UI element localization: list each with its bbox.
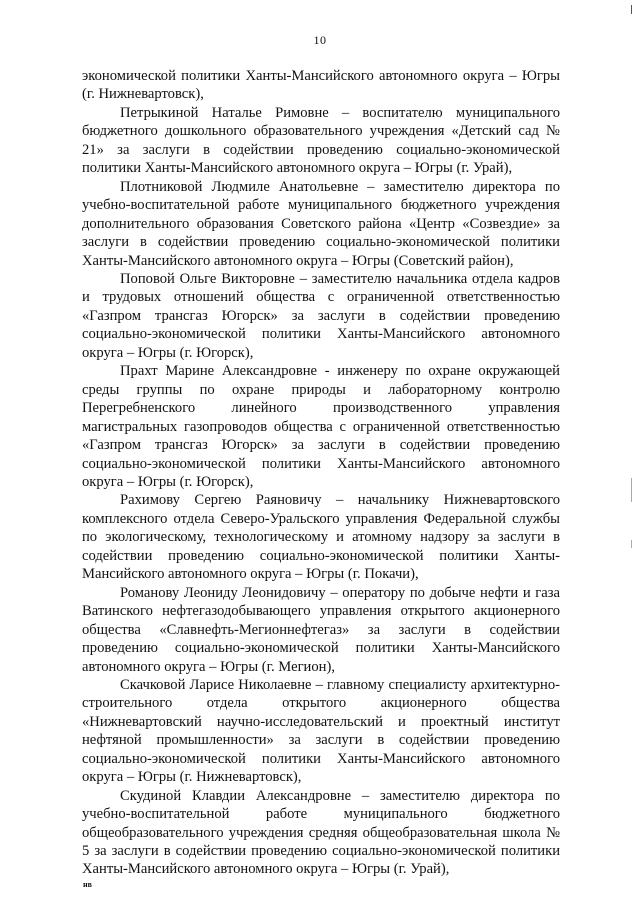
scan-edge-mark [631,478,632,502]
paragraph-plotnikova: Плотниковой Людмиле Анатольевне – заместителю директора по учебно-воспитательной работе муниципального бюджетного учреждения дополнительного образования Советского района «Центр «Созвездие» за заслуги в содействии проведению социально-экономической политики Ханты-Мансийского автономного округа – Югры (Советский район), [82,178,560,269]
page-number: 10 [313,33,327,47]
document-body [82,67,560,879]
paragraph-romanov: Романову Леониду Леонидовичу – оператору по добыче нефти и газа Ватинского нефтегазодобывающего управления открытого акционерного общества «Славнефть-Мегионнефтегаз» за заслуги в содействии проведению социально-экономической политики Ханты-Мансийского автономного округа – Югры (г. Мегион), [82,584,560,675]
footer-mark: нв [83,880,92,889]
paragraph-prakht: Прахт Марине Александровне - инженеру по охране окружающей среды группы по охране природы и лабораторному контролю Перегребненского линейного производственного управления магистральных газопроводов общества с ограниченной ответственностью «Газпром трансгаз Югорск» за заслуги в содействии проведению социально-экономической политики Ханты-Мансийского автономного округа – Югры (г. Югорск), [82,363,560,490]
scan-edge-mark [631,5,632,14]
paragraph-continuation: экономической политики Ханты-Мансийского автономного округа – Югры (г. Нижневартовск), [82,68,560,103]
paragraph-popova: Поповой Ольге Викторовне – заместителю начальника отдела кадров и трудовых отношений общества с ограниченной ответственностью «Газпром трансгаз Югорск» за заслуги в содействии проведению социально-экономической политики Ханты-Мансийского автономного округа – Югры (г. Югорск), [82,270,560,361]
paragraph-petrykina: Петрыкиной Наталье Римовне – воспитателю муниципального бюджетного дошкольного образовательного учреждения «Детский сад № 21» за заслуги в содействии проведению социально-экономической политики Ханты-Мансийского автономного округа – Югры (г. Урай), [82,104,560,177]
paragraph-skachkova: Скачковой Ларисе Николаевне – главному специалисту архитектурно-строительного отдела открытого акционерного общества «Нижневартовский научно-исследовательский и проектный институт нефтяной промышленности» за заслуги в содействии проведению социально-экономической политики Ханты-Мансийского автономного округа – Югры (г. Нижневартовск), [82,676,560,786]
scan-edge-mark [631,540,632,548]
paragraph-rakhimov: Рахимову Сергею Раяновичу – начальнику Нижневартовского комплексного отдела Северо-Уральского управления Федеральной службы по экологическому, технологическому и атомному надзору за заслуги в содействии проведению социально-экономической политики Ханты-Мансийского автономного округа – Югры (г. Покачи), [82,492,560,583]
paragraph-skudina: Скудиной Клавдии Александровне – заместителю директора по учебно-воспитательной работе муниципального бюджетного общеобразовательного учреждения средняя общеобразовательная школа № 5 за заслуги в содействии проведению социально-экономической политики Ханты-Мансийского автономного округа – Югры (г. Урай), [82,787,560,878]
